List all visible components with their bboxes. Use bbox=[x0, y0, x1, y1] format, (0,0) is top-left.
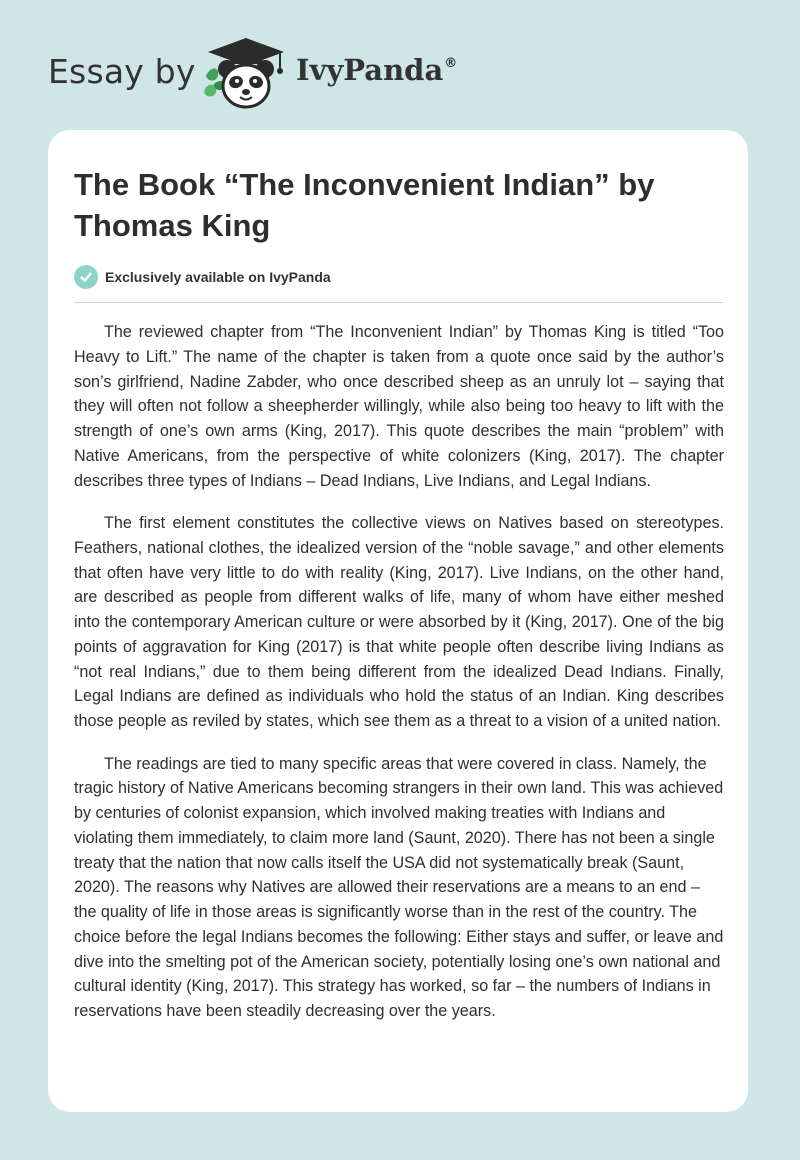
divider bbox=[74, 302, 723, 303]
brand-name[interactable]: IvyPanda® bbox=[296, 53, 458, 87]
site-header bbox=[48, 36, 508, 110]
exclusive-badge bbox=[74, 264, 331, 290]
registered-mark: ® bbox=[444, 56, 458, 71]
essay-body bbox=[74, 320, 724, 1042]
exclusive-badge-text: Exclusively available on IvyPanda bbox=[105, 269, 331, 285]
brand-prefix: Essay by bbox=[48, 52, 196, 91]
paragraph-1: The reviewed chapter from “The Inconvenient Indian” by Thomas King is titled “Too Heavy to Lift.” The name of the chapter is taken from a quote once said by the author’s son’s girlfriend, Nadine Zabder, who once described sheep as an unruly lot – saying that they will often not follow a sheepherder willingly, while also being too heavy to lift with the strength of one’s own arms (King, 2017). This quote describes the main “problem” with Native Americans, from the perspective of white colonizers (King, 2017). The chapter describes three types of Indians – Dead Indians, Live Indians, and Legal Indians. bbox=[74, 323, 724, 490]
paragraph-3: The readings are tied to many specific areas that were covered in class. Namely, the tragic history of Native Americans becoming strangers in their own land. This was achieved by centuries of colonist expansion, which involved making treaties with Indians and violating them immediately, to claim more land (Saunt, 2020). There has not been a single treaty that the nation that now calls itself the USA did not systematically break (Saunt, 2020). The reasons why Natives are allowed their reservations are a means to an end – the quality of life in those areas is significantly worse than in the rest of the country. The choice before the legal Indians becomes the following: Either stays and suffer, or leave and dive into the smelting pot of the American society, potentially losing one’s own national and cultural identity (King, 2017). This strategy has worked, so far – the numbers of Indians in reservations have been steadily decreasing over the years. bbox=[74, 754, 724, 1021]
check-circle-icon bbox=[74, 265, 98, 289]
panda-graduate-logo-icon[interactable] bbox=[200, 36, 292, 110]
paragraph-2: The first element constitutes the collective views on Natives based on stereotypes. Feathers, national clothes, the idealized version of the “noble savage,” and other elements that often have very little to do with reality (King, 2017). Live Indians, on the other hand, are described as people from different walks of life, many of whom have either meshed into the contemporary American culture or were absorbed by it (King, 2017). One of the big points of aggravation for King (2017) is that white people often describe living Indians as “not real Indians,” due to them being different from the idealized Dead Indians. Finally, Legal Indians are defined as individuals who hold the status of an Indian. King describes those people as reviled by states, which see them as a threat to a vision of a united nation. bbox=[74, 514, 724, 731]
page-title: The Book “The Inconvenient Indian” by Thomas King bbox=[74, 167, 655, 243]
essay-card bbox=[48, 130, 748, 1112]
